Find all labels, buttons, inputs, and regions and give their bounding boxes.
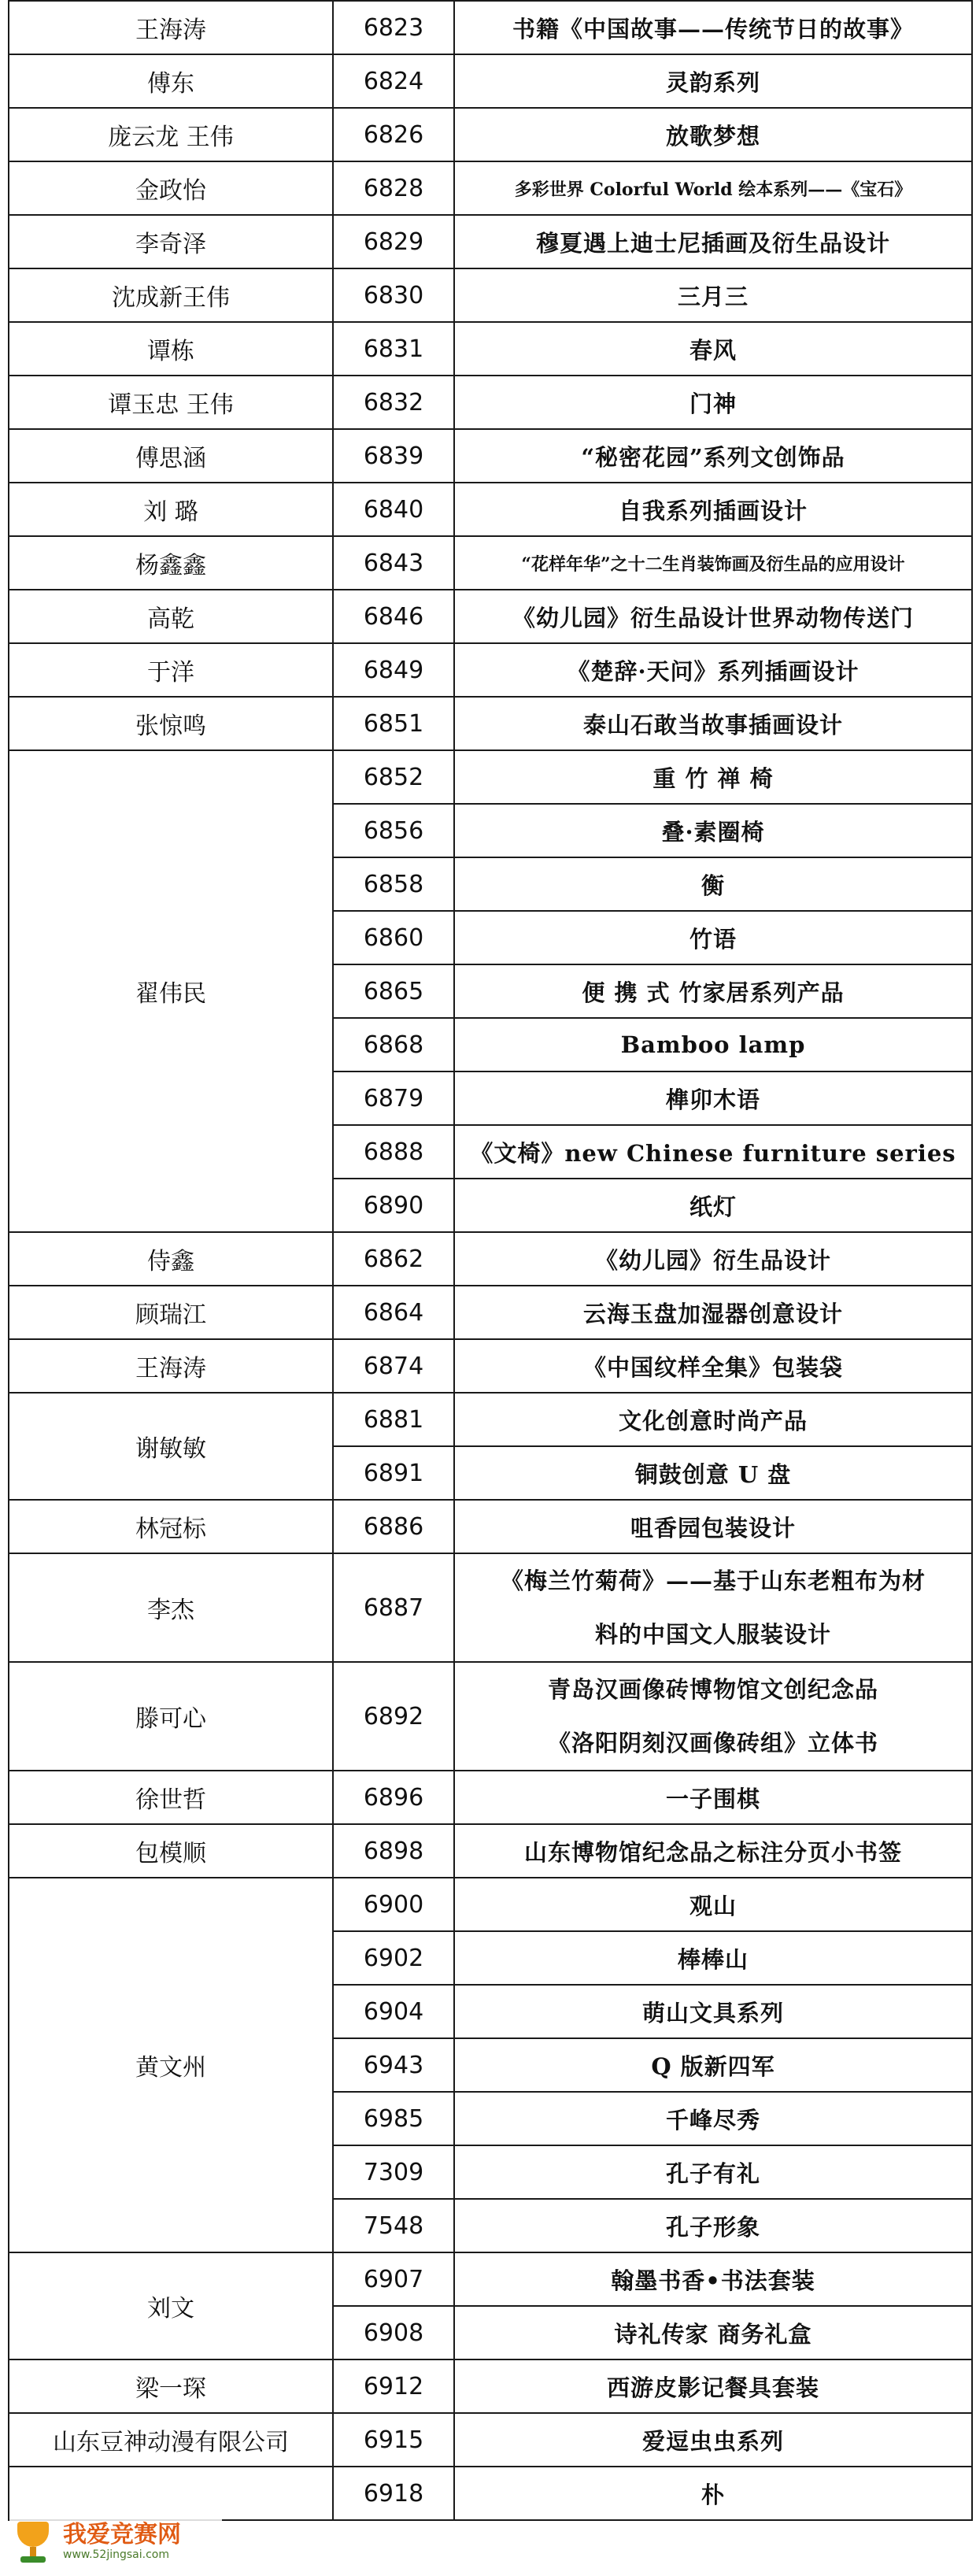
- table-row: [9, 376, 972, 429]
- work-title-cell: 门神: [454, 376, 972, 429]
- work-title-cell: 榫卯木语: [454, 1071, 972, 1125]
- author-cell: 庞云龙 王伟: [9, 108, 333, 161]
- number-cell: 6918: [333, 2467, 454, 2520]
- table-row: [9, 268, 972, 322]
- table-row: [9, 483, 972, 536]
- author-cell: 李奇泽: [9, 215, 333, 268]
- number-cell: 6900: [333, 1878, 454, 1931]
- work-title-cell: 穆夏遇上迪士尼插画及衍生品设计: [454, 215, 972, 268]
- work-title-cell: 山东博物馆纪念品之标注分页小书签: [454, 1824, 972, 1878]
- work-title-cell: 爱逗虫虫系列: [454, 2413, 972, 2467]
- number-cell: 6886: [333, 1500, 454, 1553]
- table-row: [9, 108, 972, 161]
- work-title-cell: 重 竹 禅 椅: [454, 750, 972, 804]
- number-cell: 6912: [333, 2359, 454, 2413]
- work-title-cell: 千峰尽秀: [454, 2092, 972, 2145]
- number-cell: 6860: [333, 911, 454, 964]
- trophy-icon: [9, 2519, 58, 2564]
- author-cell: 杨鑫鑫: [9, 536, 333, 590]
- table-row: [9, 2359, 972, 2413]
- site-watermark: [9, 2516, 222, 2567]
- number-cell: 6846: [333, 590, 454, 643]
- table-row: [9, 1286, 972, 1339]
- number-cell: 6829: [333, 215, 454, 268]
- work-title-cell: 自我系列插画设计: [454, 483, 972, 536]
- table-row: [9, 2252, 972, 2306]
- number-cell: 6915: [333, 2413, 454, 2467]
- table-row: [9, 1393, 972, 1446]
- table-row: [9, 1878, 972, 1931]
- table-row: [9, 750, 972, 804]
- number-cell: 6858: [333, 857, 454, 911]
- number-cell: 6907: [333, 2252, 454, 2306]
- author-cell: 张惊鸣: [9, 697, 333, 750]
- author-cell: 山东豆神动漫有限公司: [9, 2413, 333, 2467]
- number-cell: 6896: [333, 1771, 454, 1824]
- author-cell: 林冠标: [9, 1500, 333, 1553]
- number-cell: 6892: [333, 1662, 454, 1771]
- author-cell-group: 刘文: [9, 2252, 333, 2359]
- table-row: [9, 322, 972, 376]
- table-row: [9, 161, 972, 215]
- number-cell: 6851: [333, 697, 454, 750]
- work-title-cell: 咀香园包装设计: [454, 1500, 972, 1553]
- work-title-cell: 《中国纹样全集》包装袋: [454, 1339, 972, 1393]
- table-row: [9, 215, 972, 268]
- table-row: [9, 1662, 972, 1771]
- number-cell: 6856: [333, 804, 454, 857]
- author-cell-group: 翟伟民: [9, 750, 333, 1232]
- table-row: [9, 590, 972, 643]
- number-cell: 6908: [333, 2306, 454, 2359]
- table-row: [9, 54, 972, 108]
- author-cell: 王海涛: [9, 1, 333, 54]
- table-row: [9, 536, 972, 590]
- work-title-cell: 文化创意时尚产品: [454, 1393, 972, 1446]
- number-cell: 6943: [333, 2038, 454, 2092]
- number-cell: 6826: [333, 108, 454, 161]
- work-title-cell: 萌山文具系列: [454, 1985, 972, 2038]
- number-cell: 6852: [333, 750, 454, 804]
- table-row: [9, 1771, 972, 1824]
- table-row: [9, 429, 972, 483]
- author-cell: 傅思涵: [9, 429, 333, 483]
- author-cell: [9, 2467, 333, 2520]
- number-cell: 6891: [333, 1446, 454, 1500]
- number-cell: 6890: [333, 1179, 454, 1232]
- number-cell: 6887: [333, 1553, 454, 1662]
- number-cell: 6902: [333, 1931, 454, 1985]
- author-cell: 顾瑞江: [9, 1286, 333, 1339]
- work-title-cell: 纸灯: [454, 1179, 972, 1232]
- author-cell: 高乾: [9, 590, 333, 643]
- number-cell: 7548: [333, 2199, 454, 2252]
- author-cell: 刘 璐: [9, 483, 333, 536]
- work-title-cell: 《幼儿园》衍生品设计: [454, 1232, 972, 1286]
- work-title-cell: 棒棒山: [454, 1931, 972, 1985]
- work-title-line: 《梅兰竹菊荷》——基于山东老粗布为材: [500, 1567, 926, 1594]
- work-title-cell: 铜鼓创意 U 盘: [454, 1446, 972, 1500]
- number-cell: 6865: [333, 964, 454, 1018]
- work-title-line: 料的中国文人服装设计: [594, 1621, 831, 1648]
- work-title-cell: 诗礼传家 商务礼盒: [454, 2306, 972, 2359]
- watermark-url: www.52jingsai.com: [63, 2548, 169, 2561]
- table-row: [9, 1, 972, 54]
- work-title-cell: “花样年华”之十二生肖装饰画及衍生品的应用设计: [454, 536, 972, 590]
- work-title-cell: 泰山石敢当故事插画设计: [454, 697, 972, 750]
- number-cell: 6839: [333, 429, 454, 483]
- number-cell: 6879: [333, 1071, 454, 1125]
- number-cell: 6830: [333, 268, 454, 322]
- work-title-cell: 《楚辞·天问》系列插画设计: [454, 643, 972, 697]
- author-cell-group: 谢敏敏: [9, 1393, 333, 1500]
- work-title-cell: 衡: [454, 857, 972, 911]
- work-title-cell: 朴: [454, 2467, 972, 2520]
- work-title-cell: 孔子有礼: [454, 2145, 972, 2199]
- work-title-cell: 放歌梦想: [454, 108, 972, 161]
- number-cell: 6864: [333, 1286, 454, 1339]
- number-cell: 6831: [333, 322, 454, 376]
- number-cell: 6888: [333, 1125, 454, 1179]
- table-row: [9, 2413, 972, 2467]
- table-row: [9, 697, 972, 750]
- author-cell: 包模顺: [9, 1824, 333, 1878]
- number-cell: 6824: [333, 54, 454, 108]
- number-cell: 6874: [333, 1339, 454, 1393]
- work-title-cell: 春风: [454, 322, 972, 376]
- number-cell: 6868: [333, 1018, 454, 1071]
- work-title-cell: [454, 1553, 972, 1662]
- work-title-cell: 便 携 式 竹家居系列产品: [454, 964, 972, 1018]
- work-title-cell: 一子围棋: [454, 1771, 972, 1824]
- table-row: [9, 1232, 972, 1286]
- author-cell: 沈成新王伟: [9, 268, 333, 322]
- author-cell: 金政怡: [9, 161, 333, 215]
- work-title-cell: Bamboo lamp: [454, 1018, 972, 1071]
- award-table: [8, 0, 973, 2521]
- table-row: [9, 643, 972, 697]
- work-title-cell: 灵韵系列: [454, 54, 972, 108]
- work-title-cell: 西游皮影记餐具套装: [454, 2359, 972, 2413]
- work-title-cell: 竹语: [454, 911, 972, 964]
- number-cell: 6832: [333, 376, 454, 429]
- work-title-cell: [454, 1662, 972, 1771]
- author-cell: 徐世哲: [9, 1771, 333, 1824]
- table-row: [9, 1824, 972, 1878]
- work-title-cell: 翰墨书香•书法套装: [454, 2252, 972, 2306]
- work-title-cell: 《文椅》new Chinese furniture series: [454, 1125, 972, 1179]
- author-cell: 谭栋: [9, 322, 333, 376]
- author-cell: 李杰: [9, 1553, 333, 1662]
- table-row: [9, 2467, 972, 2520]
- table-row: [9, 1553, 972, 1662]
- number-cell: 6898: [333, 1824, 454, 1878]
- number-cell: 6985: [333, 2092, 454, 2145]
- work-title-cell: 孔子形象: [454, 2199, 972, 2252]
- author-cell: 王海涛: [9, 1339, 333, 1393]
- work-title-cell: 书籍《中国故事——传统节日的故事》: [454, 1, 972, 54]
- work-title-cell: 三月三: [454, 268, 972, 322]
- work-title-cell: 叠·素圈椅: [454, 804, 972, 857]
- number-cell: 7309: [333, 2145, 454, 2199]
- watermark-text: [63, 2522, 181, 2561]
- author-cell: 傅东: [9, 54, 333, 108]
- number-cell: 6862: [333, 1232, 454, 1286]
- work-title-cell: 云海玉盘加湿器创意设计: [454, 1286, 972, 1339]
- work-title-line: 《洛阳阴刻汉画像砖组》立体书: [547, 1730, 878, 1756]
- work-title-cell: 多彩世界 Colorful World 绘本系列——《宝石》: [454, 161, 972, 215]
- author-cell: 侍鑫: [9, 1232, 333, 1286]
- work-title-cell: 观山: [454, 1878, 972, 1931]
- work-title-cell: “秘密花园”系列文创饰品: [454, 429, 972, 483]
- number-cell: 6840: [333, 483, 454, 536]
- number-cell: 6881: [333, 1393, 454, 1446]
- author-cell: 于洋: [9, 643, 333, 697]
- author-cell: 谭玉忠 王伟: [9, 376, 333, 429]
- table-row: [9, 1339, 972, 1393]
- work-title-cell: 《幼儿园》衍生品设计世界动物传送门: [454, 590, 972, 643]
- number-cell: 6904: [333, 1985, 454, 2038]
- number-cell: 6823: [333, 1, 454, 54]
- author-cell: 滕可心: [9, 1662, 333, 1771]
- author-cell: 梁一琛: [9, 2359, 333, 2413]
- work-title-line: 青岛汉画像砖博物馆文创纪念品: [547, 1676, 878, 1703]
- author-cell-group: 黄文州: [9, 1878, 333, 2252]
- number-cell: 6843: [333, 536, 454, 590]
- watermark-title: 我爱竞赛网: [63, 2521, 181, 2548]
- work-title-cell: Q 版新四军: [454, 2038, 972, 2092]
- table-row: [9, 1500, 972, 1553]
- number-cell: 6828: [333, 161, 454, 215]
- number-cell: 6849: [333, 643, 454, 697]
